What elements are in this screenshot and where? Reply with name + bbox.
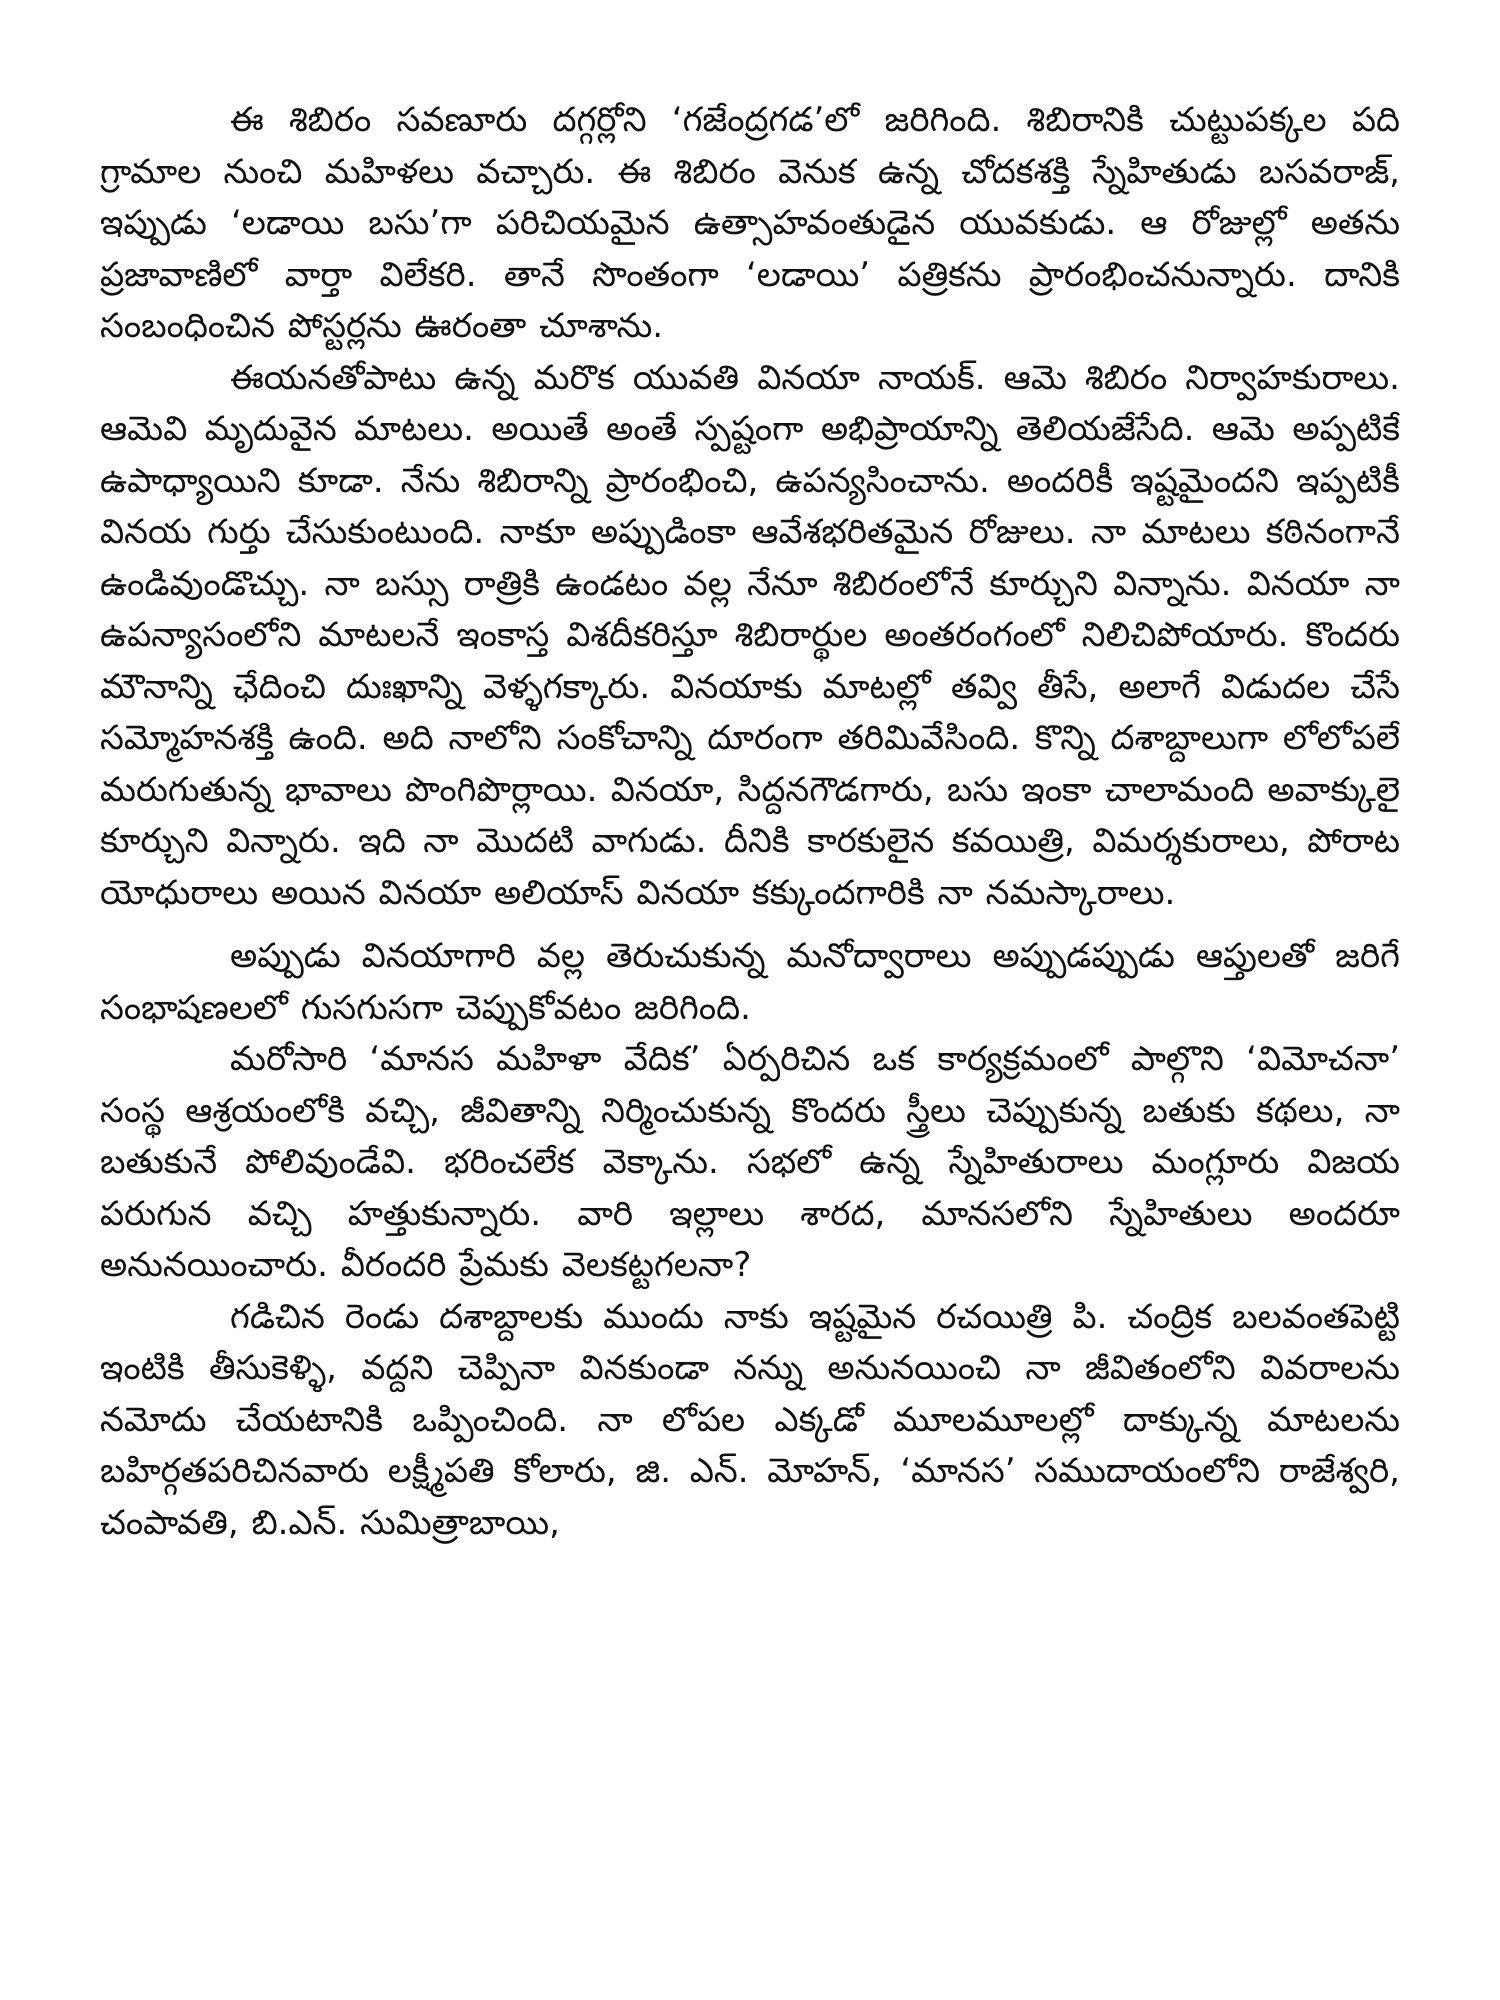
paragraph-vinaya-nayak: ఈయనతోపాటు ఉన్న మరొక యువతి వినయా నాయక్. ఆమె శిబిరం నిర్వాహకురాలు. ఆమెవి మృదువైన మాటలు. అయితే అంతే స్పష్టంగా అభిప్రాయాన్ని తెలియజేసేది. ఆమె అప్పటికే ఉపాధ్యాయిని కూడా. నేను శిబిరాన్ని ప్రారంభించి, ఉపన్యసించాను. అందరికీ ఇష్టమైందని ఇప్పటికీ వినయ గుర్తు చేసుకుంటుంది. నాకూ అప్పుడింకా ఆవేశభరితమైన రోజులు. నా మాటలు కఠినంగానే ఉండివుండొచ్చు. నా బస్సు రాత్రికి ఉండటం వల్ల నేనూ శిబిరంలోనే కూర్చుని విన్నాను. వినయా నా ఉపన్యాసంలోని మాటలనే ఇంకాస్త విశదీకరిస్తూ శిబిరార్థుల అంతరంగంలో నిలిచిపోయారు. కొందరు మౌనాన్ని ఛేదించి దుఃఖాన్ని వెళ్ళగక్కారు. వినయాకు మాటల్లో తవ్వి తీసే, అలాగే విడుదల చేసే సమ్మోహనశక్తి ఉంది. అది నాలోని సంకోచాన్ని దూరంగా తరిమివేసింది. కొన్ని దశాబ్దాలుగా లోలోపలే మరుగుతున్న భావాలు పొంగిపొర్లాయి. వినయా, సిద్దనగౌడగారు, బసు ఇంకా చాలామంది అవాక్కులై కూర్చుని విన్నారు. ఇది నా మొదటి వాగుడు. దీనికి కారకులైన కవయిత్రి, విమర్శకురాలు, పోరాట యోధురాలు అయిన వినయా అలియాస్ వినయా కక్కుందగారికి నా నమస్కారాలు.	[100, 357, 1400, 913]
paragraph-conversations: అప్పుడు వినయాగారి వల్ల తెరుచుకున్న మనోద్వారాలు అప్పుడప్పుడు ఆప్తులతో జరిగే సంభాషణలలో గుసగుసగా చెప్పుకోవటం జరిగింది.	[100, 936, 1400, 1028]
paragraph-gajendragada-camp: ఈ శిబిరం సవణూరు దగ్గర్లోని ‘గజేంద్రగడ’లో జరిగింది. శిబిరానికి చుట్టుపక్కల పది గ్రామాల నుంచి మహిళలు వచ్చారు. ఈ శిబిరం వెనుక ఉన్న చోదకశక్తి స్నేహితుడు బసవరాజ్, ఇప్పుడు ‘లడాయి బసు’గా పరిచియమైన ఉత్సాహవంతుడైన యువకుడు. ఆ రోజుల్లో అతను ప్రజావాణిలో వార్తా విలేకరి. తానే సొంతంగా ‘లడాయి’ పత్రికను ప్రారంభించనున్నారు. దానికి సంబంధించిన పోస్టర్లను ఊరంతా చూశాను.	[100, 100, 1400, 346]
paragraph-p-chandrika: గడిచిన రెండు దశాబ్దాలకు ముందు నాకు ఇష్టమైన రచయిత్రి పి. చంద్రిక బలవంతపెట్టి ఇంటికి తీసుకెళ్ళి, వద్దని చెప్పినా వినకుండా నన్ను అనునయించి నా జీవితంలోని వివరాలను నమోదు చేయటానికి ఒప్పించింది. నా లోపల ఎక్కడో మూలమూలల్లో దాక్కున్న మాటలను బహిర్గతపరిచినవారు లక్ష్మీపతి కోలారు, జి. ఎన్. మోహన్, ‘మానస’ సముదాయంలోని రాజేశ్వరి, చంపావతి, బి.ఎన్. సుమిత్రాబాయి,	[100, 1296, 1400, 1543]
paragraph-manasa-mahila-vedika: మరోసారి ‘మానస మహిళా వేదిక’ ఏర్పరిచిన ఒక కార్యక్రమంలో పాల్గొని ‘విమోచనా’ సంస్థ ఆశ్రయంలోకి వచ్చి, జీవితాన్ని నిర్మించుకున్న కొందరు స్త్రీలు చెప్పుకున్న బతుకు కథలు, నా బతుకునే పోలివుండేవి. భరించలేక వెక్కాను. సభలో ఉన్న స్నేహితురాలు మంగ్లూరు విజయ పరుగున వచ్చి హత్తుకున్నారు. వారి ఇల్లాలు శారద, మానసలోని స్నేహితులు అందరూ అనునయించారు. వీరందరి ప్రేమకు వెలకట్టగలనా?	[100, 1039, 1400, 1285]
